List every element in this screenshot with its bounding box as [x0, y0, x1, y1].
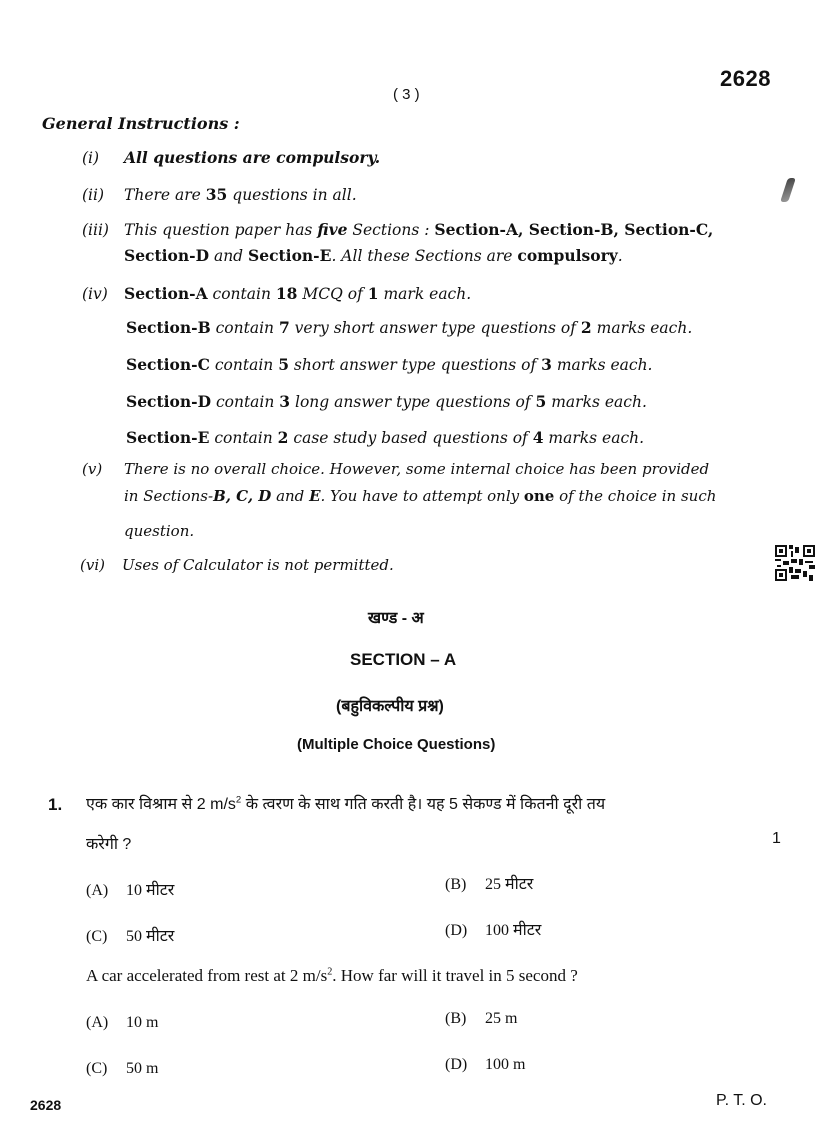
question-marks: 1 — [772, 830, 781, 847]
question-english: A car accelerated from rest at 2 $m/s^2$. How far will it travel in 5 second ? — [86, 966, 578, 985]
instruction-v-line3: question. — [124, 522, 195, 540]
hindi-option-a: (A) 10 मीटर — [86, 882, 175, 899]
hindi-option-c: (C) 50 मीटर — [86, 928, 175, 945]
roman-numeral: (vi) — [80, 556, 105, 574]
roman-numeral: (v) — [82, 460, 103, 478]
question-hindi-line1: एक कार विश्राम से 2 $m/s^2$ के त्वरण के साथ गति करती है। यह 5 सेकण्ड में कितनी दूरी तय — [86, 794, 606, 813]
scan-smudge — [780, 178, 796, 202]
section-e-instruction: Section-E contain 2 case study based questions of 4 marks each. — [126, 428, 645, 447]
section-c-instruction: Section-C contain 5 short answer type questions of 3 marks each. — [126, 355, 653, 374]
question-hindi-line2: करेगी ? — [86, 836, 132, 853]
paper-code-top: 2628 — [720, 66, 771, 91]
instruction-text: All questions are compulsory. — [124, 148, 381, 167]
hindi-option-b: (B) 25 मीटर — [445, 876, 534, 893]
instruction-iii: (iii) This question paper has five Sections : Section-A, Section-B, Section-C, — [82, 220, 714, 239]
section-d-instruction: Section-D contain 3 long answer type questions of 5 marks each. — [126, 392, 647, 411]
instruction-iv: (iv) Section-A contain 18 MCQ of 1 mark each. — [82, 284, 472, 303]
roman-numeral: (iv) — [82, 285, 108, 303]
instruction-ii: (ii) There are 35 questions in all. — [82, 185, 357, 204]
instruction-vi: (vi) Uses of Calculator is not permitted. — [80, 556, 394, 574]
question-number: 1. — [48, 795, 63, 814]
section-hindi-title: खण्ड - अ — [368, 610, 424, 627]
english-option-d: (D) 100 m — [445, 1056, 526, 1073]
english-option-c: (C) 50 m — [86, 1060, 159, 1077]
qr-code-icon — [775, 545, 815, 581]
english-option-a: (A) 10 m — [86, 1014, 159, 1031]
question-count: 35 — [205, 185, 228, 204]
please-turn-over: P. T. O. — [716, 1092, 767, 1109]
instruction-iii-line2: Section-D and Section-E. All these Sections are compulsory. — [124, 246, 623, 265]
section-b-instruction: Section-B contain 7 very short answer type questions of 2 marks each. — [126, 318, 693, 337]
section-subtitle: (Multiple Choice Questions) — [297, 736, 496, 753]
section-title: SECTION – A — [350, 650, 457, 669]
roman-numeral: (iii) — [82, 221, 109, 239]
page-number: ( 3 ) — [393, 86, 420, 103]
roman-numeral: (ii) — [82, 186, 105, 204]
roman-numeral: (i) — [82, 149, 100, 167]
general-instructions-heading: General Instructions : — [42, 114, 240, 133]
paper-code-bottom: 2628 — [30, 1097, 62, 1113]
section-hindi-subtitle: (बहुविकल्पीय प्रश्न) — [336, 698, 444, 715]
hindi-option-d: (D) 100 मीटर — [445, 922, 542, 939]
english-option-b: (B) 25 m — [445, 1010, 518, 1027]
instruction-i — [82, 148, 380, 167]
instruction-v: (v) There is no overall choice. However, some internal choice has been provided — [82, 460, 710, 478]
instruction-v-line2: in Sections-B, C, D and E. You have to attempt only one of the choice in such — [124, 487, 717, 505]
